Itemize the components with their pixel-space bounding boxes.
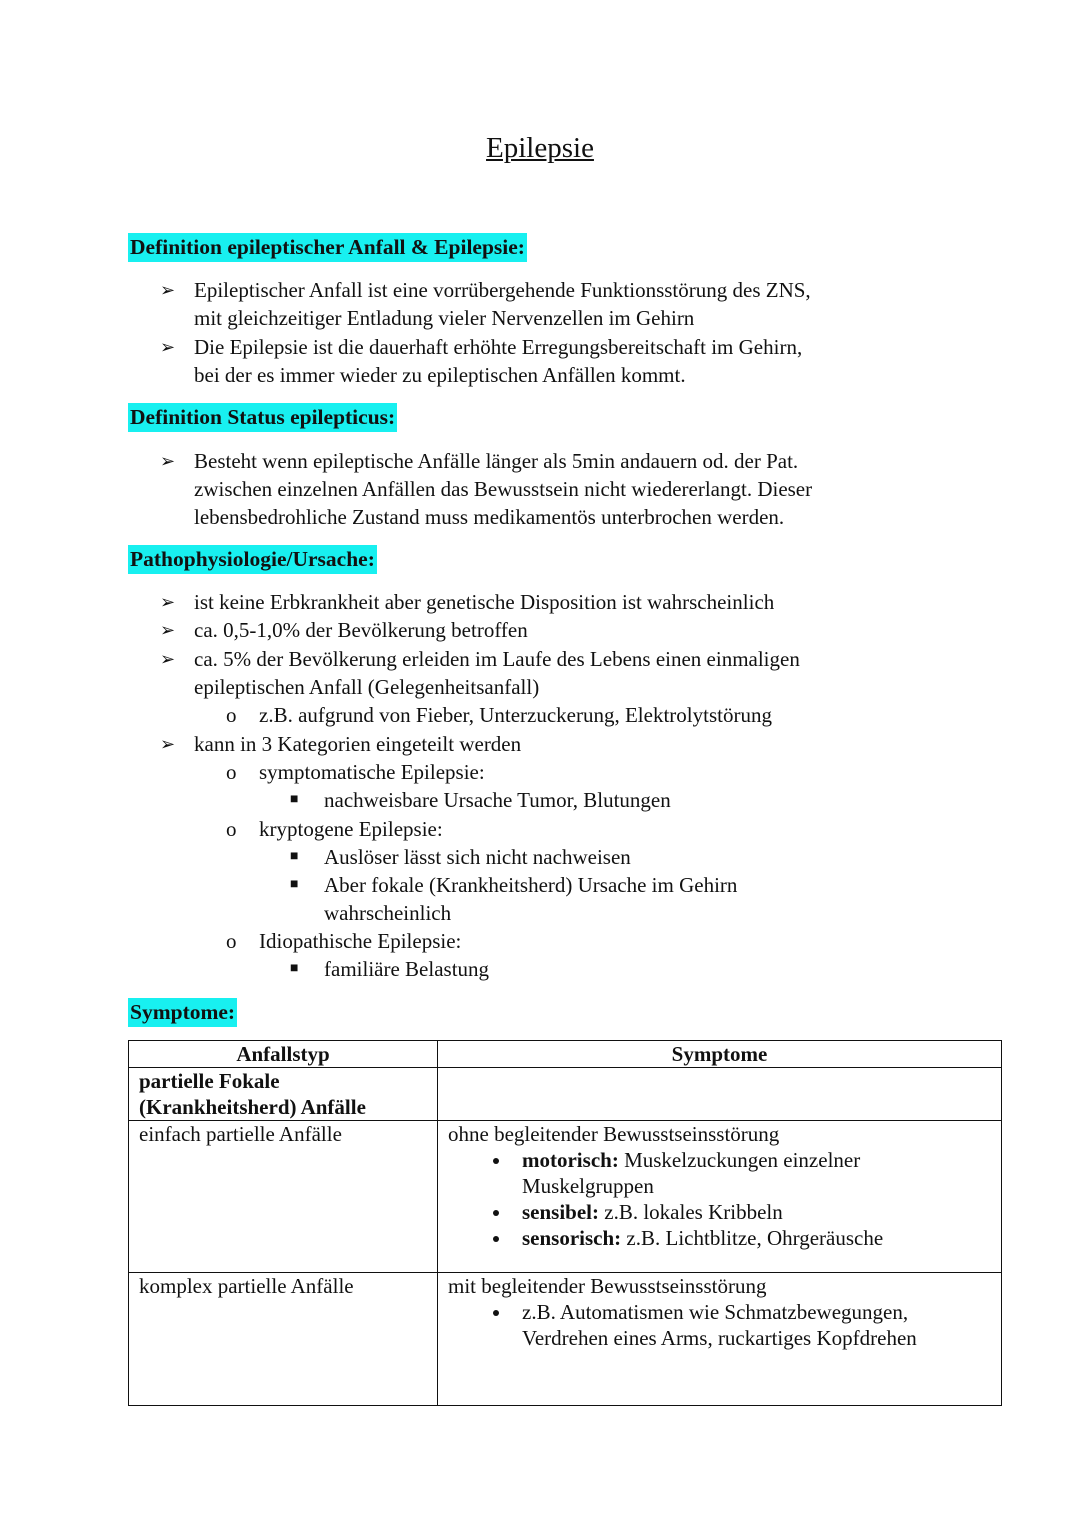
list-item bbox=[512, 1199, 991, 1225]
table-row bbox=[129, 1273, 1002, 1406]
circle-bullet-icon: o bbox=[226, 929, 237, 953]
item-label: sensorisch: bbox=[522, 1226, 622, 1250]
symptom-cell bbox=[438, 1121, 1002, 1273]
section-heading: Symptome: bbox=[128, 998, 237, 1027]
page-title: Epilepsie bbox=[486, 132, 594, 164]
type-cell: einfach partielle Anfälle bbox=[129, 1121, 438, 1273]
text-line: nachweisbare Ursache Tumor, Blutungen bbox=[324, 788, 671, 812]
text-line: Aber fokale (Krankheitsherd) Ursache im Gehirn bbox=[324, 873, 738, 897]
text-line: Die Epilepsie ist die dauerhaft erhöhte Erregungsbereitschaft im Gehirn, bbox=[194, 335, 803, 359]
arrow-bullet-icon: ➢ bbox=[160, 620, 176, 640]
list-item bbox=[512, 1225, 991, 1251]
arrow-bullet-icon: ➢ bbox=[160, 337, 176, 357]
circle-bullet-icon: o bbox=[226, 817, 237, 841]
table-row bbox=[129, 1068, 1002, 1121]
type-cell: komplex partielle Anfälle bbox=[129, 1273, 438, 1406]
symptom-list bbox=[448, 1147, 991, 1251]
circle-bullet-icon: o bbox=[226, 703, 237, 727]
arrow-bullet-icon: ➢ bbox=[160, 649, 176, 669]
text-line: ca. 5% der Bevölkerung erleiden im Laufe des Lebens einen einmaligen bbox=[194, 647, 800, 671]
arrow-bullet-icon: ➢ bbox=[160, 280, 176, 300]
item-label: sensibel: bbox=[522, 1200, 600, 1224]
square-bullet-icon: ■ bbox=[290, 877, 299, 892]
group-cell: partielle Fokale (Krankheitsherd) Anfälle bbox=[129, 1068, 438, 1121]
text-line: kann in 3 Kategorien eingeteilt werden bbox=[194, 732, 522, 756]
text-line: familiäre Belastung bbox=[324, 957, 490, 981]
table-row bbox=[129, 1121, 1002, 1273]
arrow-bullet-icon: ➢ bbox=[160, 592, 176, 612]
text-line: zwischen einzelnen Anfällen das Bewusstsein nicht wiedererlangt. Dieser bbox=[194, 477, 813, 501]
symptom-intro: ohne begleitender Bewusstseinsstörung bbox=[448, 1122, 780, 1146]
text-line: Auslöser lässt sich nicht nachweisen bbox=[324, 845, 631, 869]
text-line: ca. 0,5-1,0% der Bevölkerung betroffen bbox=[194, 618, 528, 642]
text-line: bei der es immer wieder zu epileptischen Anfällen kommt. bbox=[194, 363, 686, 387]
section-heading: Definition epileptischer Anfall & Epilepsie: bbox=[128, 233, 527, 262]
text-line: mit gleichzeitiger Entladung vieler Nervenzellen im Gehirn bbox=[194, 306, 695, 330]
section-heading: Definition Status epilepticus: bbox=[128, 403, 397, 432]
text-line: Idiopathische Epilepsie: bbox=[259, 929, 462, 953]
item-text: Muskelzuckungen einzelner Muskelgruppen bbox=[522, 1148, 861, 1198]
item-text: z.B. Automatismen wie Schmatzbewegungen, Verdrehen eines Arms, ruckartiges Kopfdrehen bbox=[522, 1300, 917, 1350]
list-item bbox=[512, 1147, 991, 1199]
text-line: ist keine Erbkrankheit aber genetische Disposition ist wahrscheinlich bbox=[194, 590, 775, 614]
text-line: epileptischen Anfall (Gelegenheitsanfall) bbox=[194, 675, 540, 699]
square-bullet-icon: ■ bbox=[290, 961, 299, 976]
text-line: z.B. aufgrund von Fieber, Unterzuckerung, Elektrolytstörung bbox=[259, 703, 772, 727]
text-line: lebensbedrohliche Zustand muss medikamentös unterbrochen werden. bbox=[194, 505, 785, 529]
arrow-bullet-icon: ➢ bbox=[160, 734, 176, 754]
item-text: z.B. lokales Kribbeln bbox=[599, 1200, 783, 1224]
symptom-list bbox=[448, 1299, 991, 1351]
item-label: motorisch: bbox=[522, 1148, 619, 1172]
arrow-bullet-icon: ➢ bbox=[160, 451, 176, 471]
empty-cell bbox=[438, 1068, 1002, 1121]
table-header-row bbox=[129, 1041, 1002, 1068]
symptom-cell bbox=[438, 1273, 1002, 1406]
square-bullet-icon: ■ bbox=[290, 792, 299, 807]
text-line: Besteht wenn epileptische Anfälle länger als 5min andauern od. der Pat. bbox=[194, 449, 799, 473]
symptom-intro: mit begleitender Bewusstseinsstörung bbox=[448, 1274, 767, 1298]
text-line: Epileptischer Anfall ist eine vorrübergehende Funktionsstörung des ZNS, bbox=[194, 278, 811, 302]
column-header: Symptome bbox=[438, 1041, 1002, 1068]
list-item bbox=[512, 1299, 991, 1351]
square-bullet-icon: ■ bbox=[290, 849, 299, 864]
item-text: z.B. Lichtblitze, Ohrgeräusche bbox=[621, 1226, 884, 1250]
text-line: wahrscheinlich bbox=[324, 901, 452, 925]
circle-bullet-icon: o bbox=[226, 760, 237, 784]
text-line: kryptogene Epilepsie: bbox=[259, 817, 443, 841]
text-line: symptomatische Epilepsie: bbox=[259, 760, 485, 784]
section-heading: Pathophysiologie/Ursache: bbox=[128, 545, 377, 574]
symptoms-table bbox=[128, 1040, 1002, 1406]
column-header: Anfallstyp bbox=[129, 1041, 438, 1068]
